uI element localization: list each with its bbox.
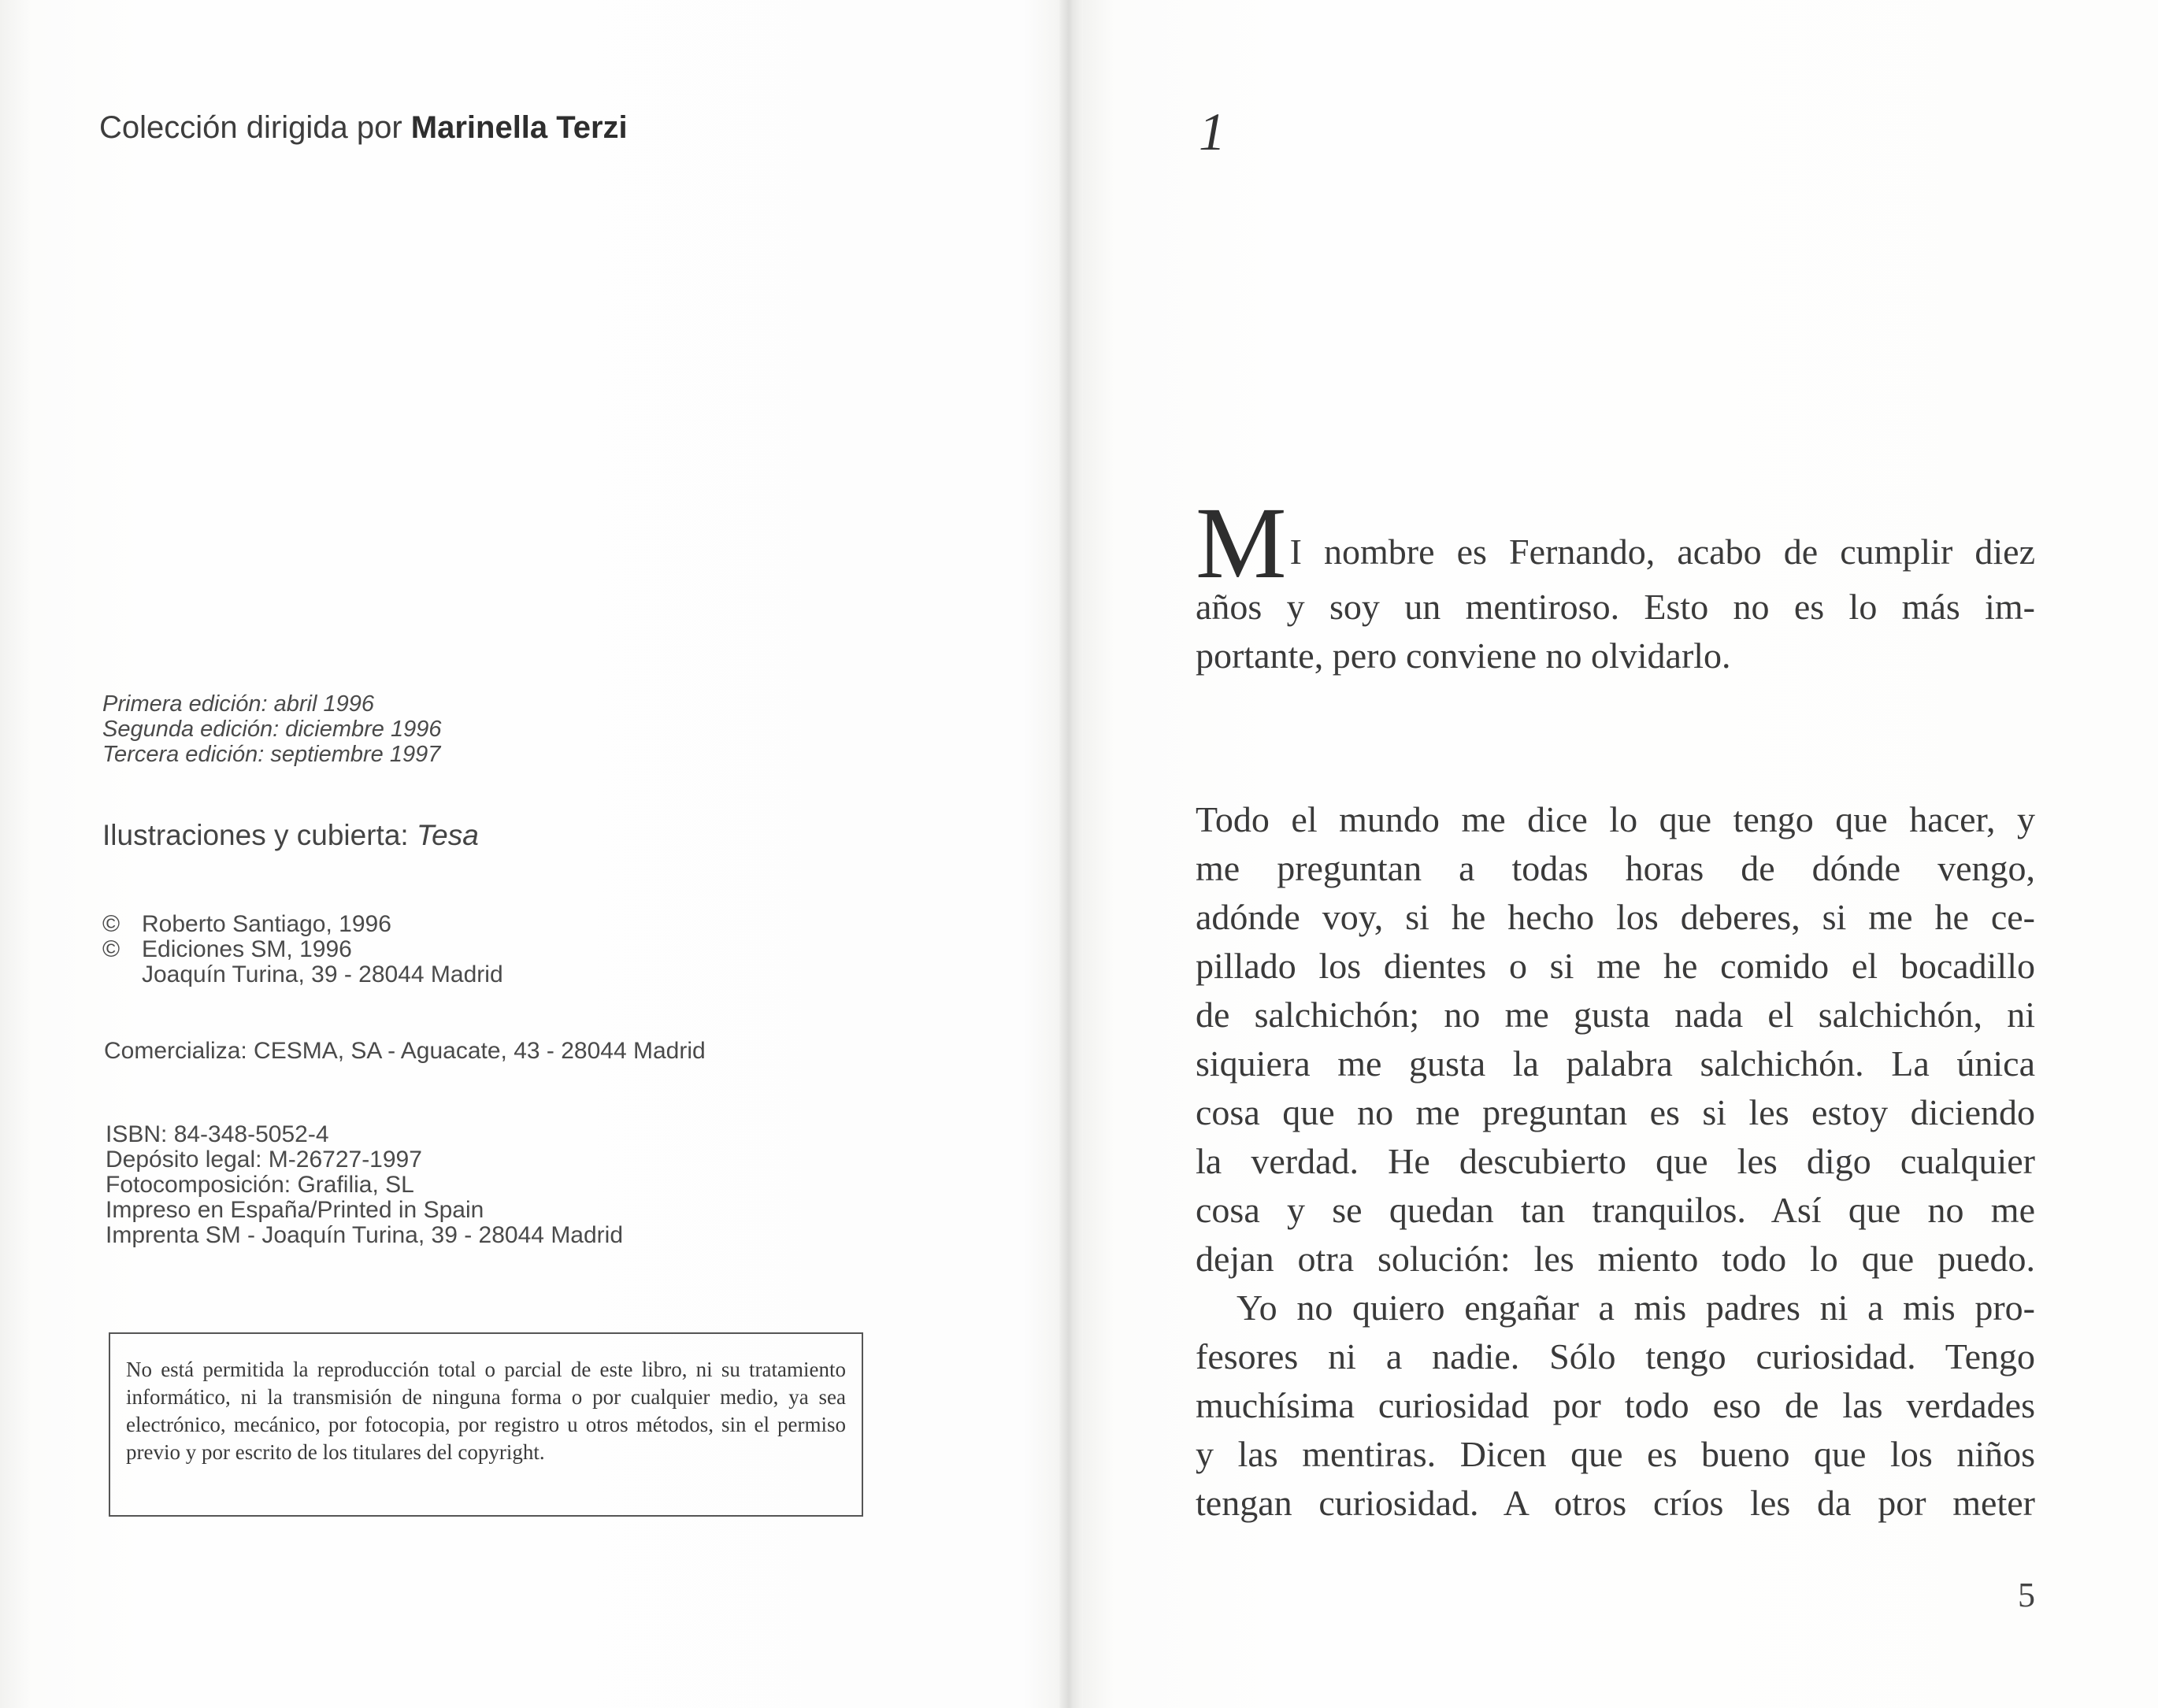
text-line: y las mentiras. Dicen que es bueno que los niños (1196, 1434, 2035, 1474)
copyright-author: Roberto Santiago, 1996 (142, 911, 391, 937)
copyright-author-row (102, 912, 503, 937)
text-line: tengan curiosidad. A otros críos les da por meter (1196, 1483, 2035, 1523)
isbn-line: ISBN: 84-348-5052-4 (106, 1121, 329, 1147)
chapter-number: 1 (1199, 102, 1225, 161)
text-line: siquiera me gusta la palabra salchichón. La única (1196, 1043, 2035, 1084)
copyright-icon: © (102, 936, 121, 962)
illustrator-name: Tesa (416, 819, 479, 851)
copyright-publisher: Ediciones SM, 1996 (142, 936, 352, 962)
distribution-line: Comercializa: CESMA, SA - Aguacate, 43 - 28044 Madrid (104, 1038, 706, 1064)
edition-line: Segunda edición: diciembre 1996 (102, 717, 442, 742)
legal-deposit-line: Depósito legal: M-26727-1997 (106, 1147, 422, 1173)
collection-prefix: Colección dirigida por (99, 110, 411, 145)
copyright-icon: © (102, 911, 121, 937)
printed-in-line: Impreso en España/Printed in Spain (106, 1197, 484, 1223)
text-line: dejan otra solución: les miento todo lo que puedo. (1196, 1239, 2035, 1279)
body-text (1196, 795, 2035, 1528)
text-line: cosa que no me preguntan es si les estoy diciendo (1196, 1092, 2035, 1132)
typesetting-line: Fotocomposición: Grafilia, SL (106, 1172, 414, 1198)
collection-credit (99, 110, 628, 146)
text-line: muchísima curiosidad por todo eso de las verdades (1196, 1385, 2035, 1425)
copyright-address: Joaquín Turina, 39 - 28044 Madrid (142, 961, 503, 987)
text-line: fesores ni a nadie. Sólo tengo curiosidad. Tengo (1196, 1336, 2035, 1376)
copyright-notice-box: No está permitida la reproducción total o parcial de este libro, ni su tratamiento informático, ni la transmisión de ninguna forma o por cualquier medio, ya sea electrónico, mecánico, por fotocopia, por registro u otros métodos, sin el permiso previo y por escrito de los titulares del copyright. (109, 1332, 863, 1517)
page-number: 5 (2018, 1576, 2035, 1614)
edition-line: Tercera edición: septiembre 1997 (102, 742, 441, 767)
text-line: cosa y se quedan tan tranquilos. Así que no me (1196, 1190, 2035, 1230)
editions-list (102, 691, 441, 767)
book-gutter (1059, 0, 1083, 1708)
text-line: Todo el mundo me dice lo que tengo que hacer, y (1196, 799, 2035, 839)
text-line: me preguntan a todas horas de dónde vengo, (1196, 848, 2035, 888)
copyright-address-row (102, 962, 503, 987)
collection-editor: Marinella Terzi (410, 110, 628, 145)
text-line: de salchichón; no me gusta nada el salchichón, ni (1196, 995, 2035, 1035)
text-line: pillado los dientes o si me he comido el bocadillo (1196, 946, 2035, 986)
illustrations-label: Ilustraciones y cubierta: (102, 819, 417, 851)
edition-line: Primera edición: abril 1996 (102, 691, 374, 717)
text-line: Yo no quiero engañar a mis padres ni a mis pro- (1237, 1287, 2035, 1328)
drop-cap: M (1196, 487, 1287, 600)
copyright-block (102, 912, 503, 987)
legal-info (106, 1122, 623, 1248)
text-line: adónde voy, si he hecho los deberes, si me he ce- (1196, 897, 2035, 937)
illustrations-credit (102, 819, 479, 852)
left-page (0, 0, 1067, 1708)
copyright-publisher-row (102, 937, 503, 962)
text-line: años y soy un mentiroso. Esto no es lo más im- (1196, 587, 2035, 627)
text-line: portante, pero conviene no olvidarlo. (1196, 635, 1731, 676)
text-line: la verdad. He descubierto que les digo cualquier (1196, 1141, 2035, 1181)
printer-line: Imprenta SM - Joaquín Turina, 39 - 28044 Madrid (106, 1222, 624, 1248)
text-line: I nombre es Fernando, acabo de cumplir diez (1289, 532, 2035, 572)
opening-paragraph (1196, 487, 2035, 680)
